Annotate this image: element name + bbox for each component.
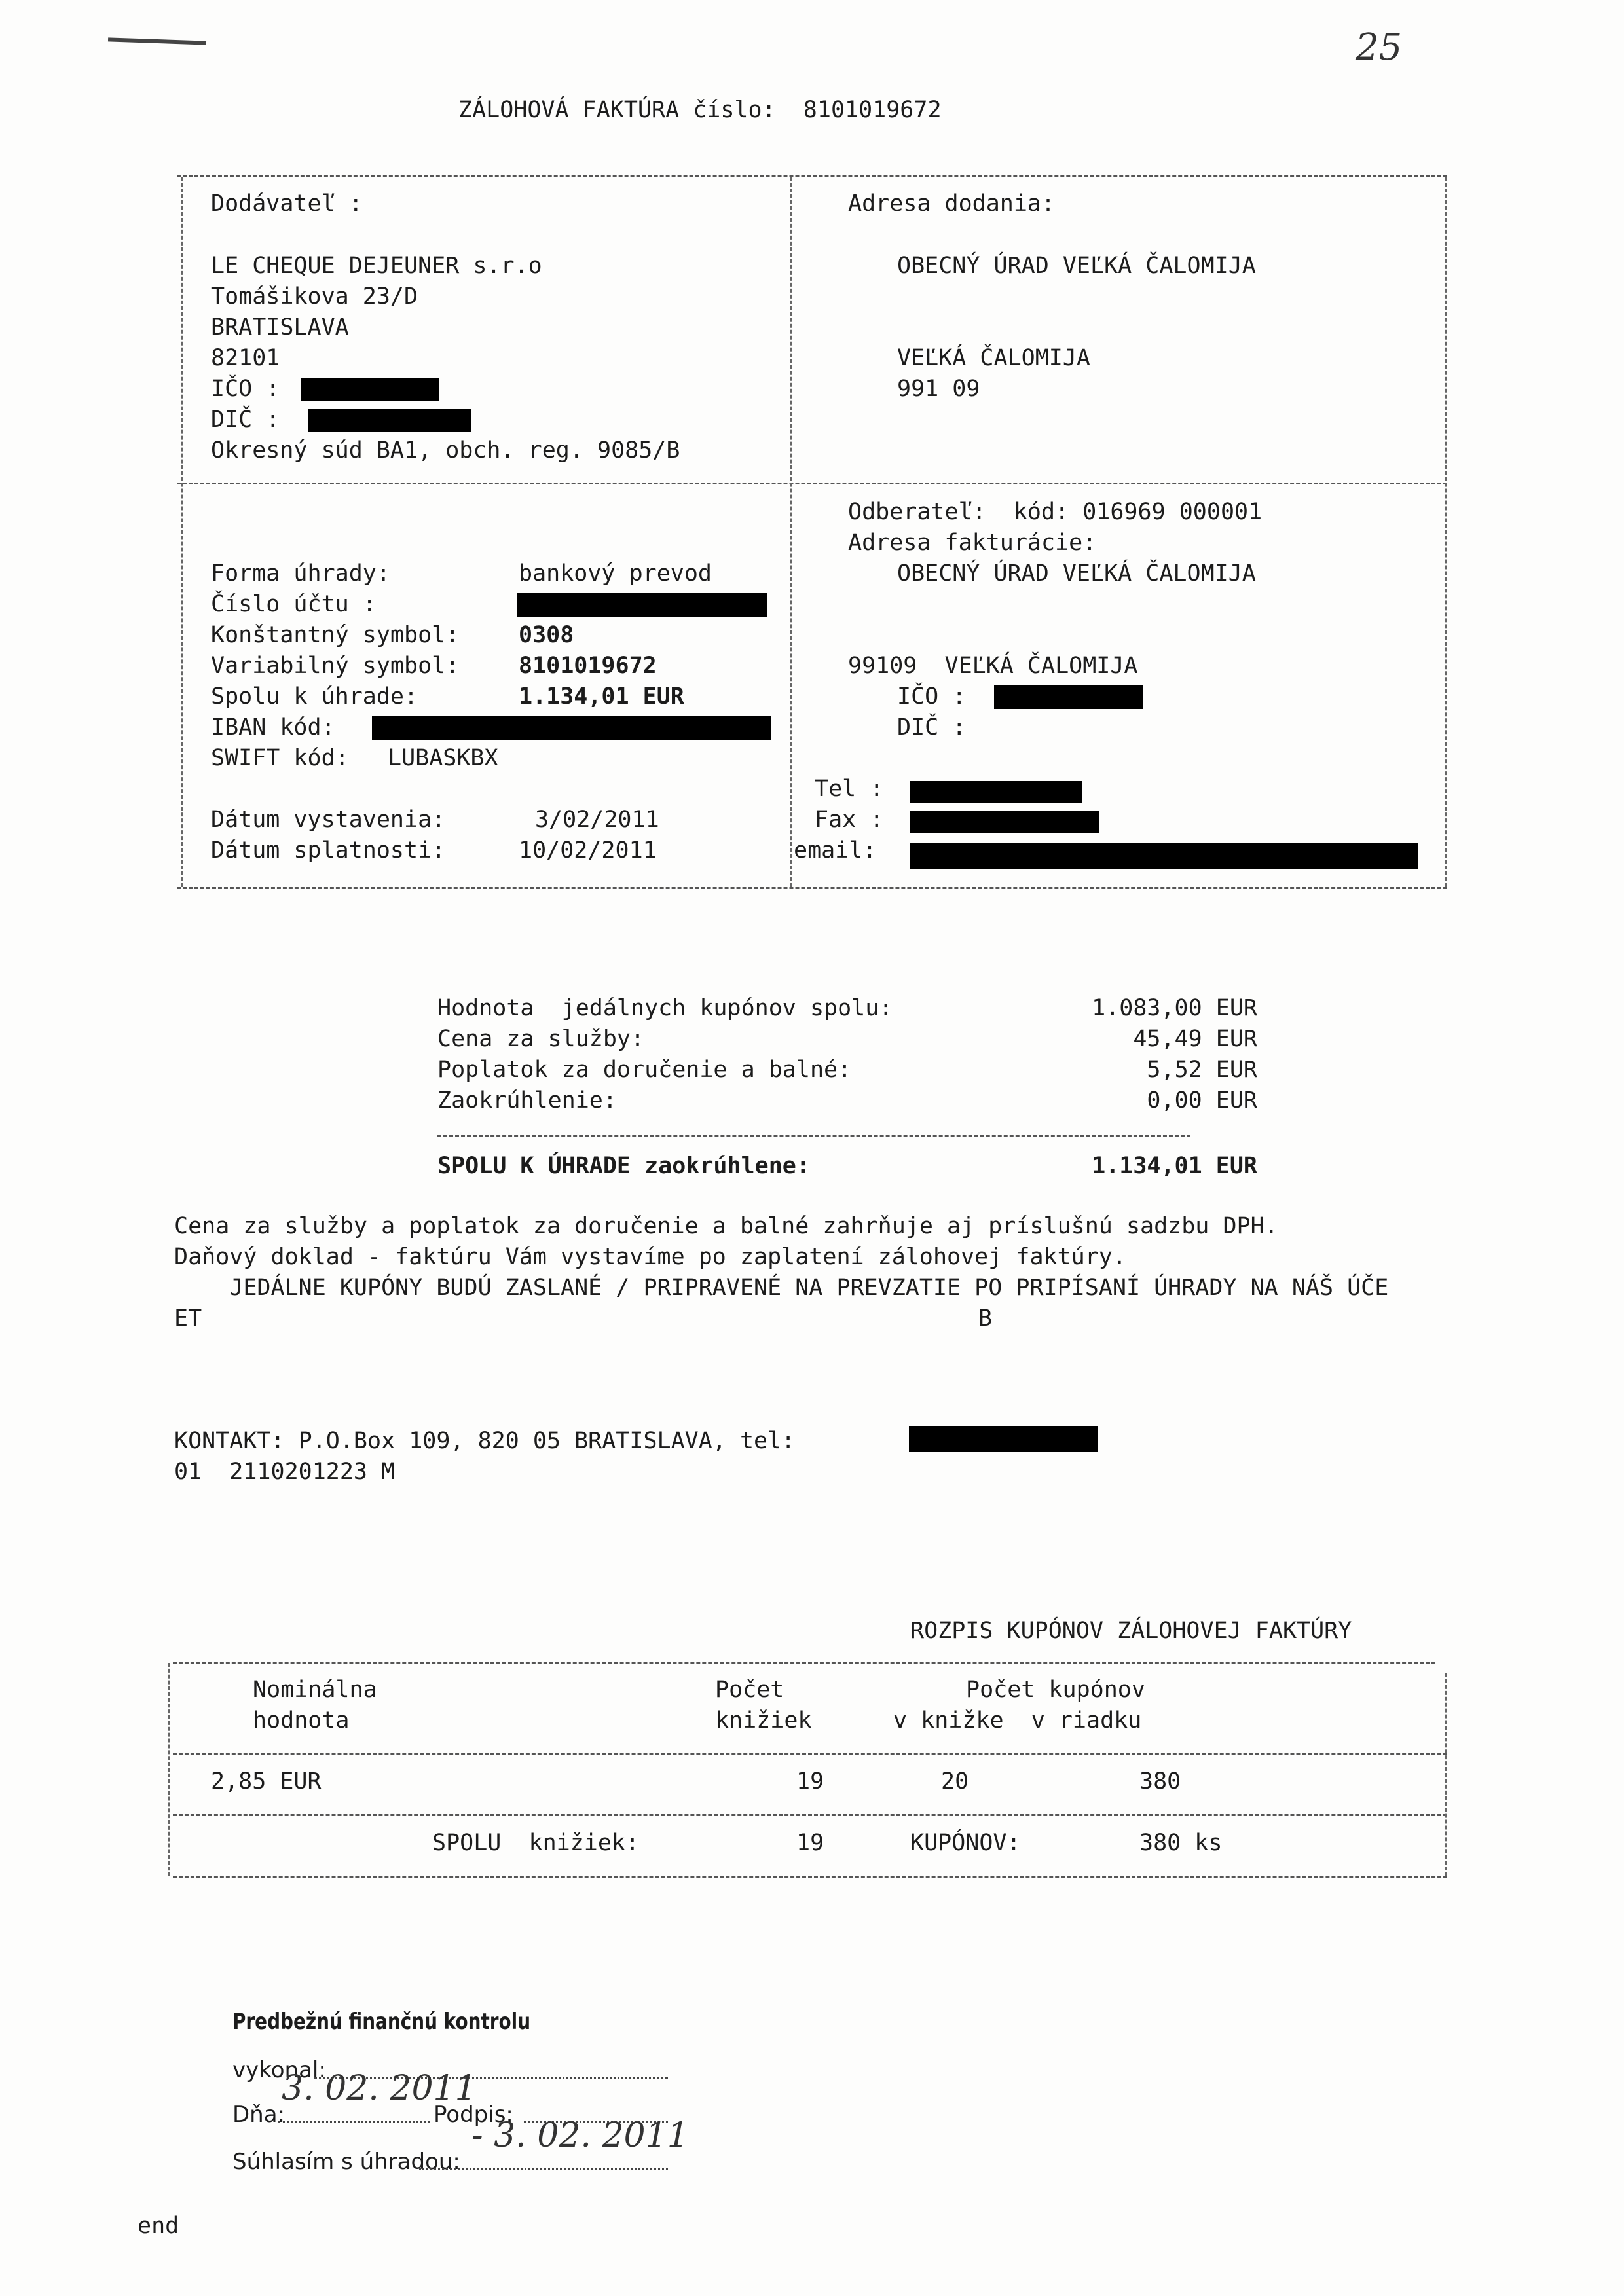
summary-total-label: SPOLU K ÚHRADE zaokrúhlene:	[437, 1153, 810, 1179]
header-nominal-1: Nominálna	[253, 1677, 377, 1703]
header-nominal-2: hodnota	[253, 1707, 350, 1734]
stamp-sign-label: Podpis:	[434, 2102, 513, 2128]
iban-label: IBAN kód:	[211, 714, 335, 740]
supplier-street: Tomášikova 23/D	[211, 283, 418, 310]
total-due-value: 1.134,01 EUR	[519, 683, 684, 710]
payment-form-value: bankový prevod	[519, 560, 712, 587]
total-due-label: Spolu k úhrade:	[211, 683, 418, 710]
contact-code: 01 2110201223 M	[174, 1459, 396, 1485]
tel-label: Tel :	[815, 776, 884, 802]
breakdown-bottom-border	[173, 1876, 1447, 1878]
note-wrap-right: B	[978, 1305, 993, 1332]
redacted-contact-tel	[909, 1426, 1098, 1452]
summary-value-3: 5,52 EUR	[1147, 1057, 1257, 1083]
header-books-1: Počet	[715, 1677, 784, 1703]
const-symbol-label: Konštantný symbol:	[211, 622, 460, 648]
scan-mark	[108, 37, 206, 45]
stamp-date-label: Dňa:	[232, 2102, 286, 2128]
due-date-value: 10/02/2011	[519, 837, 657, 864]
supplier-register: Okresný súd BA1, obch. reg. 9085/B	[211, 437, 680, 464]
customer-heading: Odberateľ: kód: 016969 000001	[848, 499, 1263, 525]
delivery-name: OBECNÝ ÚRAD VEĽKÁ ČALOMIJA	[897, 253, 1256, 279]
due-date-label: Dátum splatnosti:	[211, 837, 446, 864]
customer-city: 99109 VEĽKÁ ČALOMIJA	[848, 653, 1138, 679]
breakdown-left-border	[168, 1663, 170, 1876]
breakdown-top-border	[173, 1662, 1435, 1664]
summary-label-1: Hodnota jedálnych kupónov spolu:	[437, 995, 893, 1021]
payment-form-label: Forma úhrady:	[211, 560, 390, 587]
summary-total-value: 1.134,01 EUR	[1092, 1153, 1257, 1179]
customer-ico-label: IČO :	[897, 683, 967, 710]
redacted-supplier-ico	[301, 378, 439, 401]
summary-value-1: 1.083,00 EUR	[1092, 995, 1257, 1021]
row-nominal: 2,85 EUR	[211, 1768, 322, 1795]
box-top-border	[177, 175, 1447, 177]
stamp-date-line	[278, 2121, 430, 2123]
note-wrap-left: ET	[174, 1305, 202, 1332]
stamp-done-label: vykonal:	[232, 2057, 326, 2083]
box-bottom-border	[177, 887, 1447, 889]
box-right-border	[1445, 177, 1447, 887]
breakdown-header-border	[173, 1753, 1447, 1755]
redacted-supplier-dic	[308, 409, 471, 432]
supplier-name: LE CHEQUE DEJEUNER s.r.o	[211, 253, 542, 279]
sum-books-label: SPOLU knižiek:	[432, 1830, 640, 1856]
supplier-ico-label: IČO :	[211, 376, 280, 402]
redacted-email	[910, 843, 1418, 869]
footer-end: end	[138, 2213, 179, 2239]
header-books-2: knižiek	[715, 1707, 812, 1734]
stamp-date-value: 3. 02. 2011	[282, 2069, 477, 2108]
swift-label: SWIFT kód:	[211, 745, 349, 771]
header-coupons-2: v knižke v riadku	[893, 1707, 1142, 1734]
var-symbol-value: 8101019672	[519, 653, 657, 679]
sum-coupons-value: 380 ks	[1139, 1830, 1223, 1856]
breakdown-right-border	[1445, 1673, 1447, 1876]
contact-line: KONTAKT: P.O.Box 109, 820 05 BRATISLAVA, tel:	[174, 1428, 796, 1454]
note-vat: Cena za služby a poplatok za doručenie a balné zahrňuje aj príslušnú sadzbu DPH.	[174, 1213, 1278, 1239]
delivery-city: VEĽKÁ ČALOMIJA	[897, 345, 1091, 371]
redacted-tel	[910, 781, 1082, 803]
delivery-zip: 991 09	[897, 376, 980, 402]
redacted-iban	[372, 716, 771, 740]
note-tax-document: Daňový doklad - faktúru Vám vystavíme po zaplatení zálohovej faktúry.	[174, 1244, 1126, 1270]
fax-label: Fax :	[815, 807, 884, 833]
summary-label-4: Zaokrúhlenie:	[437, 1087, 617, 1114]
page-number: 25	[1356, 26, 1403, 69]
stamp-agree-value: - 3. 02. 2011	[471, 2116, 689, 2155]
summary-separator	[437, 1135, 1190, 1137]
box-left-border	[181, 177, 183, 887]
summary-label-2: Cena za služby:	[437, 1026, 645, 1052]
summary-value-4: 0,00 EUR	[1147, 1087, 1257, 1114]
supplier-city: BRATISLAVA	[211, 314, 349, 340]
row-books: 19	[796, 1768, 824, 1795]
box-center-border	[790, 177, 792, 887]
supplier-zip: 82101	[211, 345, 280, 371]
account-label: Číslo účtu :	[211, 591, 377, 617]
stamp-agree-label: Súhlasím s úhradou:	[232, 2149, 460, 2175]
note-coupons-delivery: JEDÁLNE KUPÓNY BUDÚ ZASLANÉ / PRIPRAVENÉ NA PREVZATIE PO PRIPÍSANÍ ÚHRADY NA NÁŠ ÚČE	[174, 1275, 1389, 1301]
sum-coupons-label: KUPÓNOV:	[910, 1830, 1021, 1856]
summary-value-2: 45,49 EUR	[1133, 1026, 1257, 1052]
redacted-customer-ico	[994, 685, 1143, 709]
breakdown-row-border	[173, 1814, 1447, 1816]
swift-value: LUBASKBX	[388, 745, 498, 771]
customer-dic-label: DIČ :	[897, 714, 967, 740]
stamp-title: Predbežnú finančnú kontrolu	[232, 2009, 531, 2035]
invoice-title: ZÁLOHOVÁ FAKTÚRA číslo: 8101019672	[458, 97, 942, 123]
box-mid-border	[177, 483, 1447, 484]
row-per-book: 20	[941, 1768, 969, 1795]
customer-name: OBECNÝ ÚRAD VEĽKÁ ČALOMIJA	[897, 560, 1256, 587]
redacted-account	[517, 593, 767, 617]
const-symbol-value: 0308	[519, 622, 574, 648]
redacted-fax	[910, 811, 1099, 833]
row-total: 380	[1139, 1768, 1181, 1795]
breakdown-title: ROZPIS KUPÓNOV ZÁLOHOVEJ FAKTÚRY	[910, 1618, 1352, 1644]
summary-label-3: Poplatok za doručenie a balné:	[437, 1057, 852, 1083]
sum-books-value: 19	[796, 1830, 824, 1856]
supplier-heading: Dodávateľ :	[211, 191, 363, 217]
billing-heading: Adresa fakturácie:	[848, 530, 1097, 556]
supplier-dic-label: DIČ :	[211, 407, 280, 433]
issue-date-value: 3/02/2011	[535, 807, 659, 833]
stamp-agree-line	[419, 2168, 668, 2170]
var-symbol-label: Variabilný symbol:	[211, 653, 460, 679]
issue-date-label: Dátum vystavenia:	[211, 807, 446, 833]
delivery-heading: Adresa dodania:	[848, 191, 1056, 217]
header-coupons-1: Počet kupónov	[966, 1677, 1145, 1703]
email-label: email:	[794, 837, 877, 864]
